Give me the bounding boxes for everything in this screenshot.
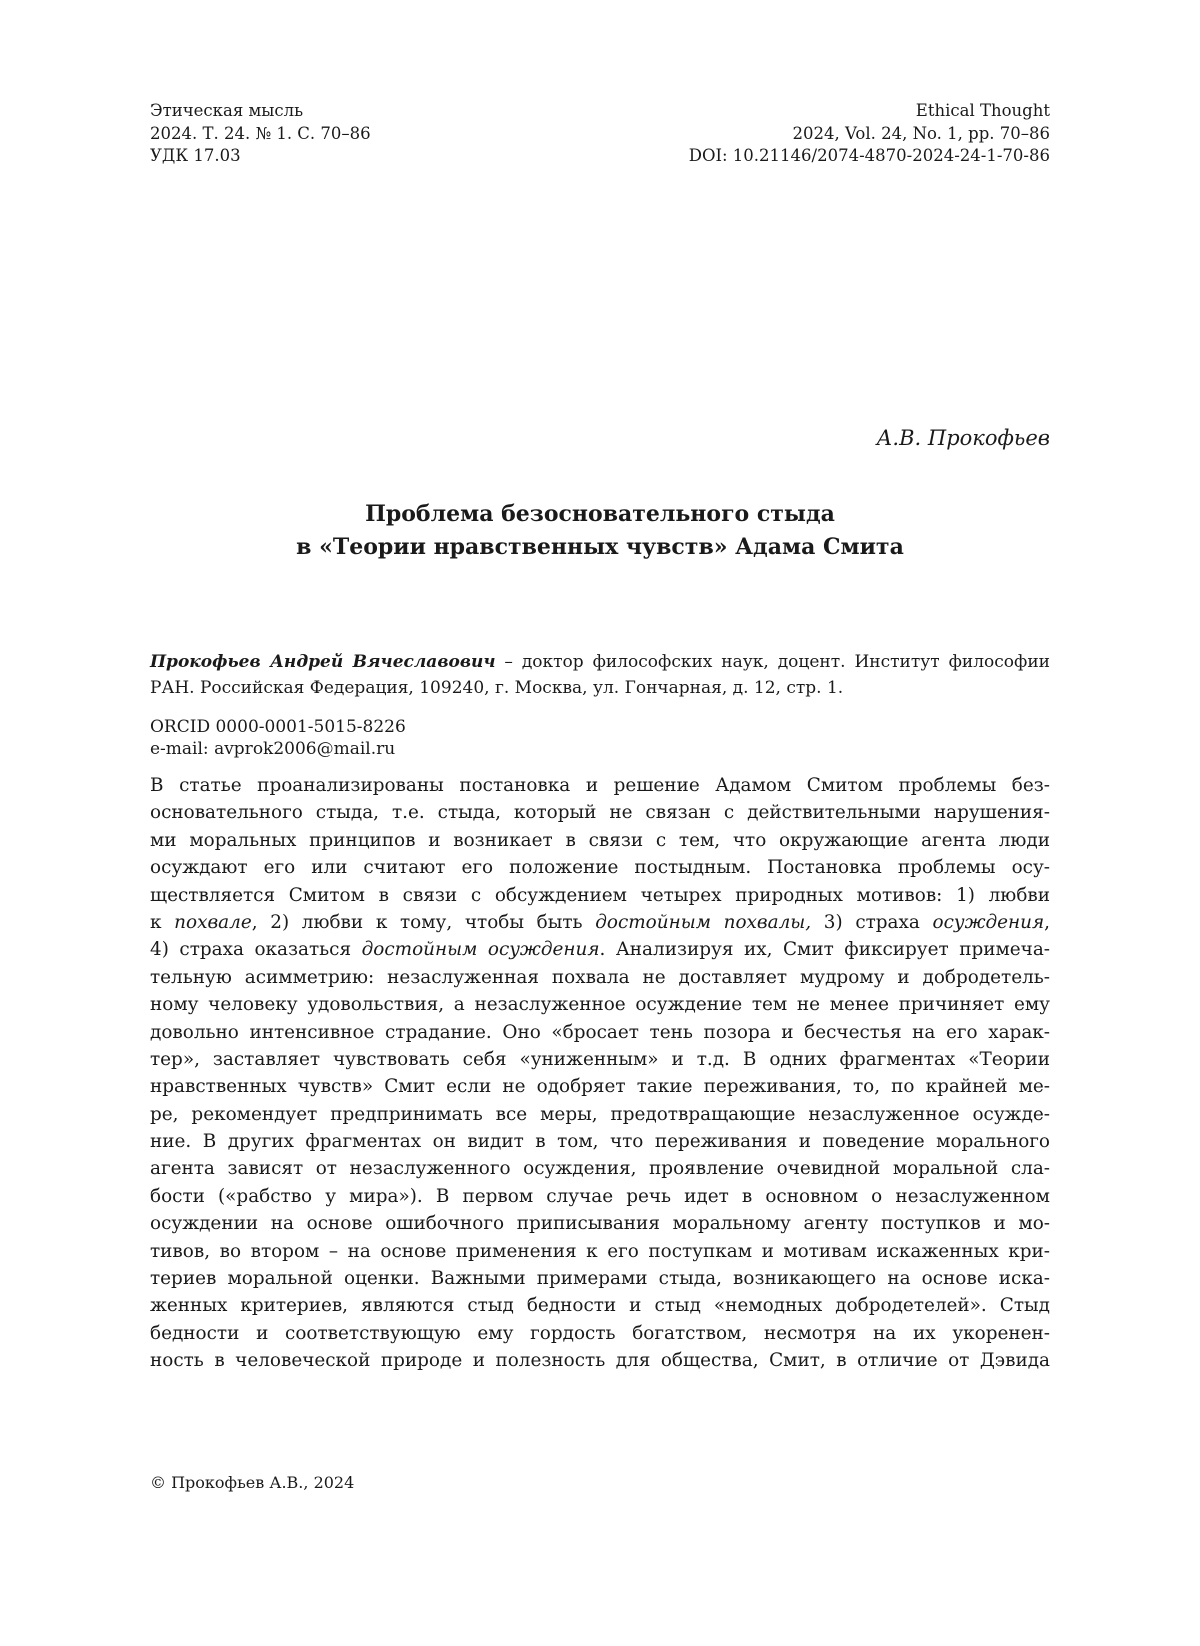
abstract-line: осуждении на основе ошибочного приписывания моральному агенту поступков и мо- [150, 1213, 1050, 1235]
udk-code: УДК 17.03 [150, 146, 241, 165]
abstract-line: ность в человеческой природе и полезность для общества, Смит, в отличие от Дэвида [150, 1350, 1050, 1372]
text-run: 4) страха оказаться [150, 939, 362, 961]
abstract-line: агента зависят от незаслуженного осуждения, проявление очевидной моральной сла- [150, 1158, 1050, 1180]
abstract-line: тер», заставляет чувствовать себя «униженным» и т.д. В одних фрагментах «Теории [150, 1048, 1050, 1070]
copyright-notice: © Прокофьев А.В., 2024 [150, 1473, 355, 1492]
page-header [150, 100, 1050, 168]
journal-name-ru: Этическая мысль [150, 101, 304, 120]
abstract-line-with-emphasis [150, 936, 1050, 963]
emphasis: достойным осуждения [361, 939, 600, 961]
abstract-line: ми моральных принципов и возникает в связи с тем, что окружающие агента люди [150, 829, 1050, 851]
text-run: 3) страха [811, 911, 933, 933]
text-run: , [1044, 911, 1050, 933]
text-run: к [150, 911, 175, 933]
title-line-2: в «Теории нравственных чувств» Адама Смита [296, 534, 904, 560]
abstract-line: женных критериев, являются стыд бедности и стыд «немодных добродетелей». Стыд [150, 1295, 1050, 1317]
text-run: . Анализируя их, Смит фиксирует примеча- [599, 939, 1050, 961]
abstract-line: ществляется Смитом в связи с обсуждением четырех природных мотивов: 1) любви [150, 884, 1050, 906]
abstract-line: ние. В других фрагментах он видит в том, что переживания и поведение морального [150, 1131, 1050, 1153]
abstract-line: основательного стыда, т.е. стыда, который не связан с действительными нарушения- [150, 802, 1050, 824]
author-degree: – доктор философских наук, доцент. Институт философии [495, 652, 1050, 672]
journal-name-en: Ethical Thought [915, 101, 1050, 120]
journal-header [150, 100, 1050, 168]
header-left [150, 100, 371, 168]
abstract-line: териев моральной оценки. Важными примерами стыда, возникающего на основе иска- [150, 1268, 1050, 1290]
author-full-name: Прокофьев Андрей Вячеславович [150, 652, 496, 672]
abstract-line: ному человеку удовольствия, а незаслуженное осуждение тем не менее причиняет ему [150, 994, 1050, 1016]
abstract-line: В статье проанализированы постановка и решение Адамом Смитом проблемы без- [150, 775, 1050, 796]
abstract-line: бедности и соответствующую ему гордость богатством, несмотря на их укоренен- [150, 1322, 1050, 1344]
orcid[interactable]: ORCID 0000-0001-5015-8226 [150, 717, 406, 737]
title-line-1: Проблема безосновательного стыда [365, 501, 835, 527]
issue-info-en: 2024, Vol. 24, No. 1, pp. 70–86 [792, 123, 1050, 143]
doi[interactable]: DOI: 10.21146/2074-4870-2024-24-1-70-86 [688, 146, 1050, 165]
author-short-name: А.В. Прокофьев [876, 426, 1050, 450]
abstract-line-with-emphasis [150, 909, 1050, 936]
abstract-line: осуждают его или считают его положение постыдным. Постановка проблемы осу- [150, 857, 1050, 879]
abstract-line: тельную асимметрию: незаслуженная похвала не доставляет мудрому и добродетель- [150, 966, 1050, 988]
abstract-line: нравственных чувств» Смит если не одобряет такие переживания, то, по крайней ме- [150, 1076, 1050, 1098]
emphasis: осуждения [932, 911, 1045, 933]
abstract-line: бости («рабство у мира»). В первом случае речь идет в основном о незаслуженном [150, 1185, 1050, 1207]
author-info-line-1 [150, 649, 1050, 675]
abstract-line: тивов, во втором – на основе применения к его поступкам и мотивам искаженных кри- [150, 1240, 1050, 1262]
header-right [689, 100, 1050, 168]
abstract-line: ре, рекомендует предпринимать все меры, предотвращающие незаслуженное осужде- [150, 1103, 1050, 1125]
emphasis: похвале [174, 911, 252, 933]
issue-info-ru: 2024. Т. 24. № 1. С. 70–86 [150, 123, 371, 143]
emphasis: достойным похвалы, [595, 911, 812, 933]
abstract-line: довольно интенсивное страдание. Оно «бросает тень позора и бесчестья на его харак- [150, 1021, 1050, 1043]
author-info [150, 649, 1050, 701]
article-title [150, 498, 1050, 564]
author-info-line-2: РАН. Российская Федерация, 109240, г. Москва, ул. Гончарная, д. 12, стр. 1. [150, 678, 844, 698]
text-run: , 2) любви к тому, чтобы быть [251, 911, 596, 933]
email[interactable]: e-mail: avprok2006@mail.ru [150, 739, 396, 759]
abstract [150, 772, 1050, 1375]
author-identifiers [150, 716, 1050, 760]
